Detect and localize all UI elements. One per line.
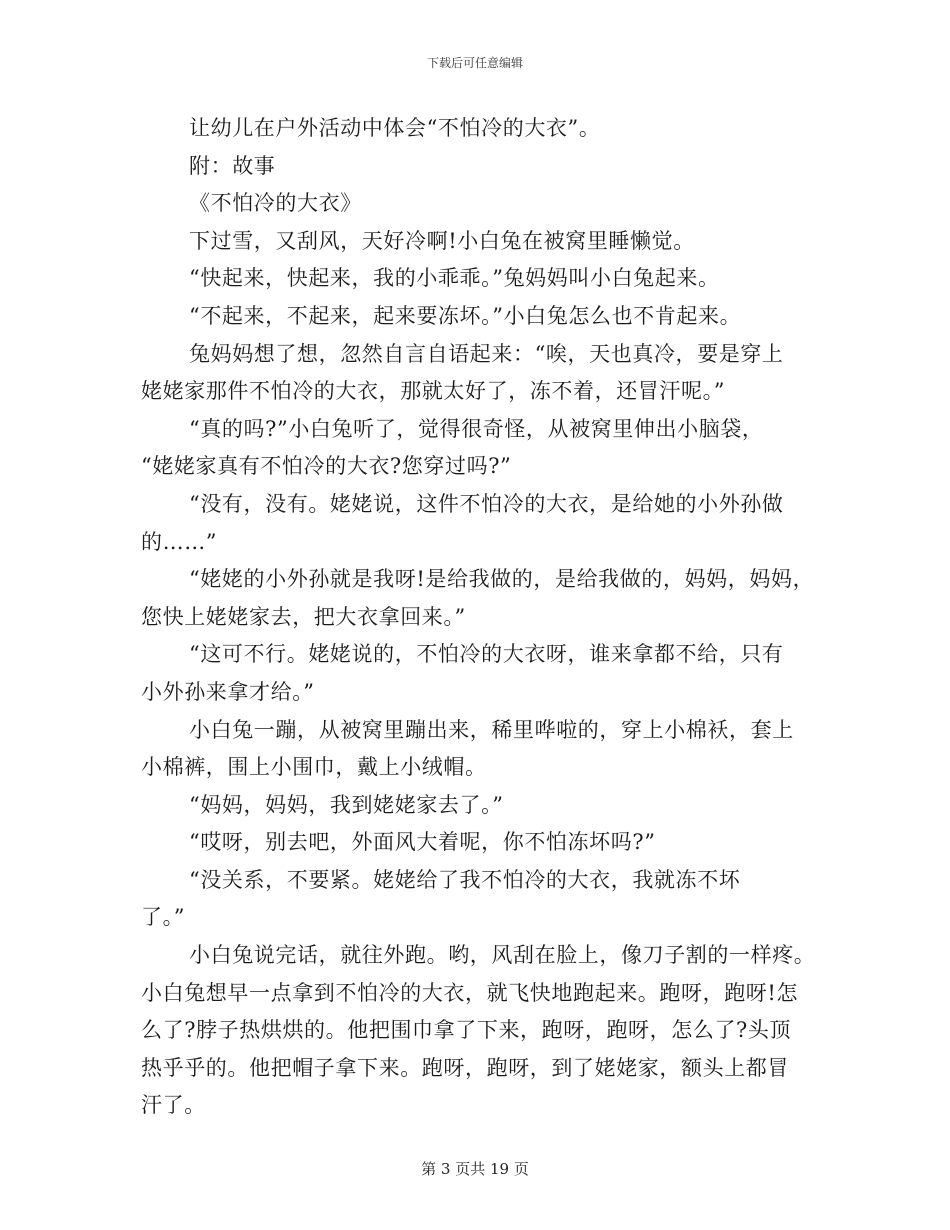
paragraph-line: 姥姥家那件不怕冷的大衣，那就太好了，冻不着，还冒汗呢。” <box>141 379 726 404</box>
page-header: 下载后可任意编辑 <box>426 56 523 70</box>
paragraph-line: “哎呀，别去吧，外面风大着呢，你不怕冻坏吗?” <box>189 830 656 855</box>
paragraph-line: 的……” <box>141 529 218 554</box>
document-body <box>141 110 821 1125</box>
paragraph-line: 了。” <box>141 905 186 930</box>
paragraph-line: 小外孙来拿才给。” <box>141 679 315 704</box>
paragraph-line: 附：故事 <box>189 153 276 178</box>
paragraph-line: “妈妈，妈妈，我到姥姥家去了。” <box>189 792 504 817</box>
paragraph-line: 让幼儿在户外活动中体会“不怕冷的大衣”。 <box>189 116 601 140</box>
paragraph-line: 小白兔一蹦，从被窝里蹦出来，稀里哗啦的，穿上小棉袄，套上 <box>189 717 794 742</box>
paragraph-line: “没有，没有。姥姥说，这件不怕冷的大衣，是给她的小外孙做 <box>189 491 784 516</box>
paragraph-line: “姥姥家真有不怕冷的大衣?您穿过吗?” <box>141 454 512 479</box>
paragraph-line: 您快上姥姥家去，把大衣拿回来。” <box>141 604 466 629</box>
paragraph-line: 小白兔说完话，就往外跑。哟，风刮在脸上，像刀子割的一样疼。 <box>189 943 816 968</box>
paragraph-line: “真的吗?”小白兔听了，觉得很奇怪，从被窝里伸出小脑袋， <box>189 416 764 441</box>
paragraph-line: 热乎乎的。他把帽子拿下来。跑呀，跑呀，到了姥姥家，额头上都冒 <box>141 1055 789 1080</box>
paragraph-line: 小棉裤，围上小围巾，戴上小绒帽。 <box>141 755 487 780</box>
paragraph-line: “这可不行。姥姥说的，不怕冷的大衣呀，谁来拿都不给，只有 <box>189 642 784 667</box>
paragraph-line: “姥姥的小外孙就是我呀!是给我做的，是给我做的，妈妈，妈妈， <box>189 567 815 592</box>
paragraph-line: “快起来，快起来，我的小乖乖。”兔妈妈叫小白兔起来。 <box>189 266 720 291</box>
paragraph-line: 兔妈妈想了想，忽然自言自语起来：“唉，天也真冷，要是穿上 <box>189 341 784 366</box>
paragraph-line: 下过雪，又刮风，天好冷啊!小白兔在被窝里睡懒觉。 <box>189 228 695 253</box>
paragraph-line: 汗了。 <box>141 1093 206 1118</box>
paragraph-line: 小白兔想早一点拿到不怕冷的大衣，就飞快地跑起来。跑呀，跑呀!怎 <box>141 980 799 1005</box>
page-footer: 第 3 页共 19 页 <box>421 1160 529 1178</box>
story-title: 《不怕冷的大衣》 <box>189 191 362 216</box>
paragraph-line: “没关系，不要紧。姥姥给了我不怕冷的大衣，我就冻不坏 <box>189 867 741 892</box>
paragraph-line: 么了?脖子热烘烘的。他把围巾拿了下来，跑呀，跑呀，怎么了?头顶 <box>141 1018 792 1043</box>
paragraph-line: “不起来，不起来，起来要冻坏。”小白兔怎么也不肯起来。 <box>189 303 742 328</box>
